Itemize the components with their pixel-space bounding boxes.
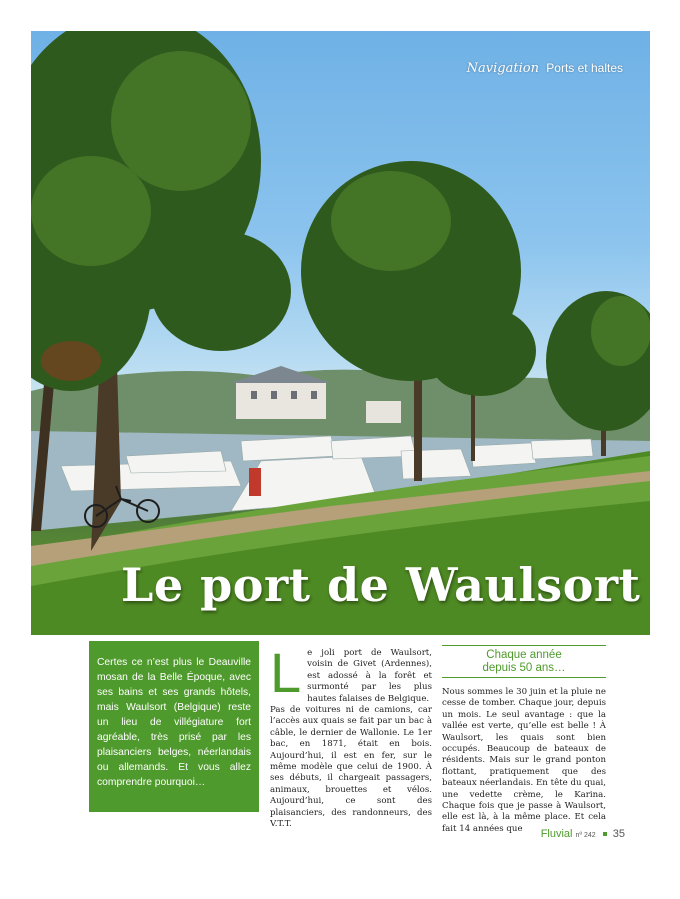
section-kicker bbox=[467, 61, 623, 76]
hero-photo bbox=[31, 31, 650, 635]
intro-box bbox=[89, 641, 259, 837]
footer-square-icon bbox=[603, 832, 607, 836]
issue-number: nº 242 bbox=[575, 832, 596, 839]
intro-text: Certes ce n’est plus le Deauville mosan de la Belle Époque, avec ses bains et ses grands hôtels, mais Waulsort (Belgique) reste un lieu de villégiature fort agréable, très prisé par les plaisanciers belges, néerlandais ou allemands. Et vous allez comprendre pourquoi… bbox=[97, 657, 251, 788]
article-title: Le port de Waulsort bbox=[121, 558, 641, 612]
sidebar-heading-line2: depuis 50 ans… bbox=[482, 662, 566, 674]
sidebar-text: Nous sommes le 30 juin et la pluie ne cesse de tomber. Chaque jour, depuis un mois. Le seul avantage : que la vallée est verte, qu’elle est belle ! À Waulsort, les quais sont bien occupés. Beaucoup de bateaux de résidents. Mais sur le grand ponton flottant, pratiquement que des bateaux néerlandais. En tête du quai, une vedette crème, le Karina. Chaque fois que je passe à Waulsort, elle est là, à la même place. Et cela fait 14 années que bbox=[442, 687, 606, 834]
page-footer bbox=[541, 828, 625, 840]
body-column-2 bbox=[442, 687, 606, 835]
section-name: Navigation bbox=[466, 61, 539, 76]
page-number: 35 bbox=[612, 828, 625, 840]
drop-cap: L bbox=[270, 641, 302, 704]
port-scene-illustration bbox=[31, 31, 650, 635]
sidebar-heading-line1: Chaque année bbox=[486, 649, 562, 661]
body-column-1 bbox=[270, 641, 432, 831]
paragraph-1: e joli port de Waulsort, voisin de Givet (Ardennes), est adossé à la forêt et surmonté par les plus hautes falaises de Belgique. bbox=[307, 648, 432, 704]
author-credit: TEXTE ET PHOTOS YVAN GÉRONDAL bbox=[97, 812, 251, 837]
sidebar-heading bbox=[442, 645, 606, 678]
paragraph-2: Pas de voitures ni de camions, car l’accès aux quais se fait par un bac à câble, le dernier de Wallonie. Le 1er bac, en 1871, était en bois. Aujourd’hui, il est en fer, sur le même modèle que celui de 1900. À ses débuts, il chargeait passagers, animaux, brouettes et vélos. Aujourd’hui, ce sont des plaisanciers, des randonneurs, des V.T.T. bbox=[270, 705, 432, 830]
magazine-name: Fluvial bbox=[540, 828, 573, 840]
subsection-name: Ports et haltes bbox=[546, 61, 623, 75]
